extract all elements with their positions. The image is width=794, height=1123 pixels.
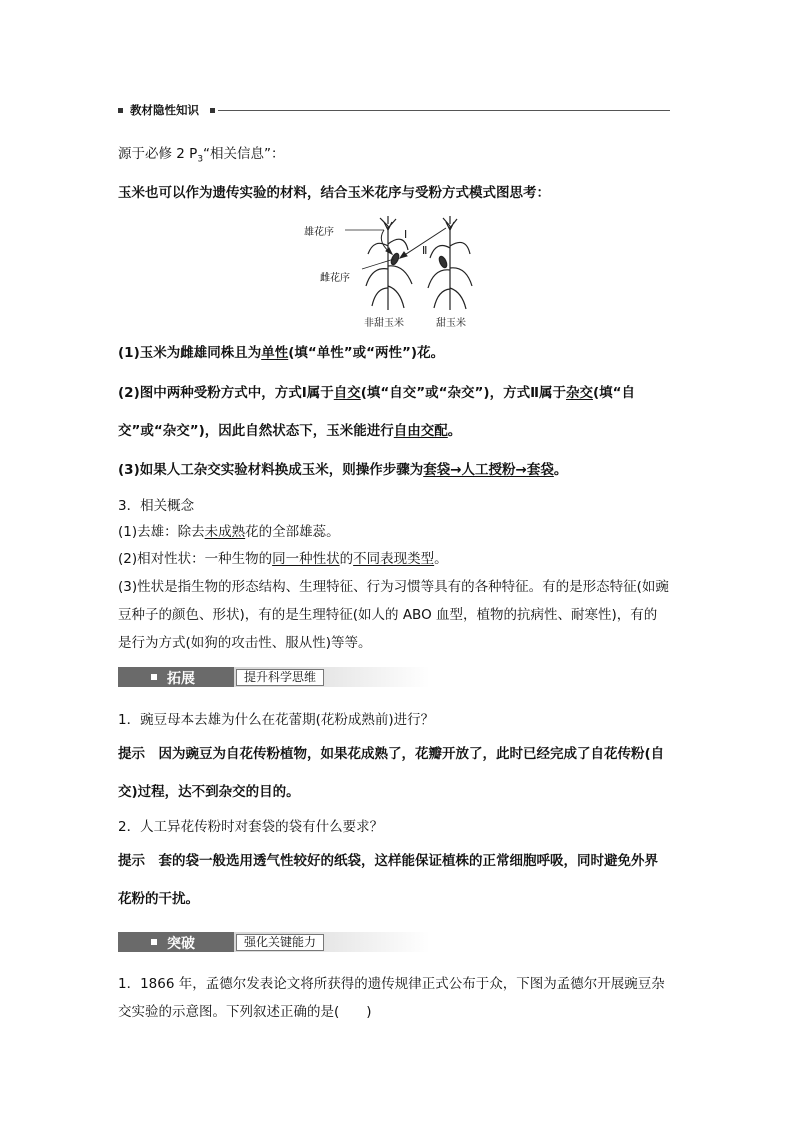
answer-blank: 自由交配 xyxy=(393,423,448,439)
pollination-arrows xyxy=(381,228,446,258)
banner-subtitle: 提升科学思维 xyxy=(236,669,324,686)
concepts-heading: 3．相关概念 xyxy=(118,498,195,514)
concept-1: (1)去雄：除去未成熟花的全部雄蕊。 xyxy=(118,524,340,540)
answer-blank: 套袋→人工授粉→套袋 xyxy=(423,462,554,478)
sweet-corn-plant xyxy=(428,216,472,310)
female-inflorescence-label: 雌花序 xyxy=(320,273,350,284)
square-bullet-icon xyxy=(210,108,215,113)
breakthrough-question-line-1: 1．1866 年，孟德尔发表论文将所获得的遗传规律正式公布于众，下图为孟德尔开展豌豆杂 xyxy=(118,976,665,992)
method-2-mark: Ⅱ xyxy=(422,244,428,257)
section-header-label: 教材隐性知识 xyxy=(130,103,199,117)
extension-question-2: 2．人工异花传粉时对套袋的袋有什么要求？ xyxy=(118,819,384,835)
source-line: 源于必修 2 $P_3“$相关信息”： xyxy=(118,146,285,165)
extension-answer-2-line-2: 花粉的干扰。 xyxy=(118,891,199,907)
intro-text: 玉米也可以作为遗传实验的材料，结合玉米花序与受粉方式模式图思考： xyxy=(118,185,550,201)
concept-3-line-2: 豆种子的颜色、形状)，有的是生理特征(如人的 ABO 血型，植物的抗病性、耐寒性)，有的 xyxy=(118,607,658,623)
header-rule xyxy=(218,110,670,111)
question-3: (3)如果人工杂交实验材料换成玉米，则操作步骤为套袋→人工授粉→套袋。 xyxy=(118,462,568,478)
method-1-mark: Ⅰ xyxy=(404,228,408,241)
answer-blank: 自交 xyxy=(333,385,361,401)
banner-breakthrough xyxy=(118,932,430,952)
extension-answer-1-line-1: 提示 因为豌豆为自花传粉植物，如果花成熟了，花瓣开放了，此时已经完成了自花传粉(自 xyxy=(118,746,665,762)
banner-extension xyxy=(118,667,430,687)
answer-blank: 单性 xyxy=(261,345,289,361)
caption-non-sweet: 非甜玉米 xyxy=(364,318,404,329)
question-1: (1)玉米为雌雄同株且为单性(填“单性”或“两性”)花。 xyxy=(118,345,445,361)
square-bullet-icon xyxy=(151,674,157,680)
concept-3-line-1: (3)性状是指生物的形态结构、生理特征、行为习惯等具有的各种特征。有的是形态特征(如豌 xyxy=(118,579,669,595)
caption-sweet: 甜玉米 xyxy=(436,318,466,329)
square-bullet-icon xyxy=(151,939,157,945)
corn-pollination-figure xyxy=(300,214,500,330)
banner-subtitle: 强化关键能力 xyxy=(236,934,324,951)
answer-blank: 杂交 xyxy=(566,385,593,401)
extension-answer-1-line-2: 交)过程，达不到杂交的目的。 xyxy=(118,784,300,800)
concept-2: (2)相对性状：一种生物的同一种性状的不同表现类型。 xyxy=(118,551,448,567)
breakthrough-question-line-2: 交实验的示意图。下列叙述正确的是( ) xyxy=(118,1004,372,1020)
banner-title: 突破 xyxy=(167,936,195,952)
question-2-line-1: (2)图中两种受粉方式中，方式Ⅰ属于自交(填“自交”或“杂交”)，方式Ⅱ属于杂交(填“自 xyxy=(118,385,636,401)
extension-question-1: 1．豌豆母本去雄为什么在花蕾期(花粉成熟前)进行？ xyxy=(118,712,435,728)
question-2-line-2: 交”或“杂交”)，因此自然状态下，玉米能进行自由交配。 xyxy=(118,423,462,439)
concept-3-line-3: 是行为方式(如狗的攻击性、服从性)等等。 xyxy=(118,635,372,651)
male-inflorescence-label: 雄花序 xyxy=(304,227,334,238)
section-header xyxy=(118,104,670,118)
banner-title: 拓展 xyxy=(167,671,195,687)
square-bullet-icon xyxy=(118,108,123,113)
extension-answer-2-line-1: 提示 套的袋一般选用透气性较好的纸袋，这样能保证植株的正常细胞呼吸，同时避免外界 xyxy=(118,853,658,869)
